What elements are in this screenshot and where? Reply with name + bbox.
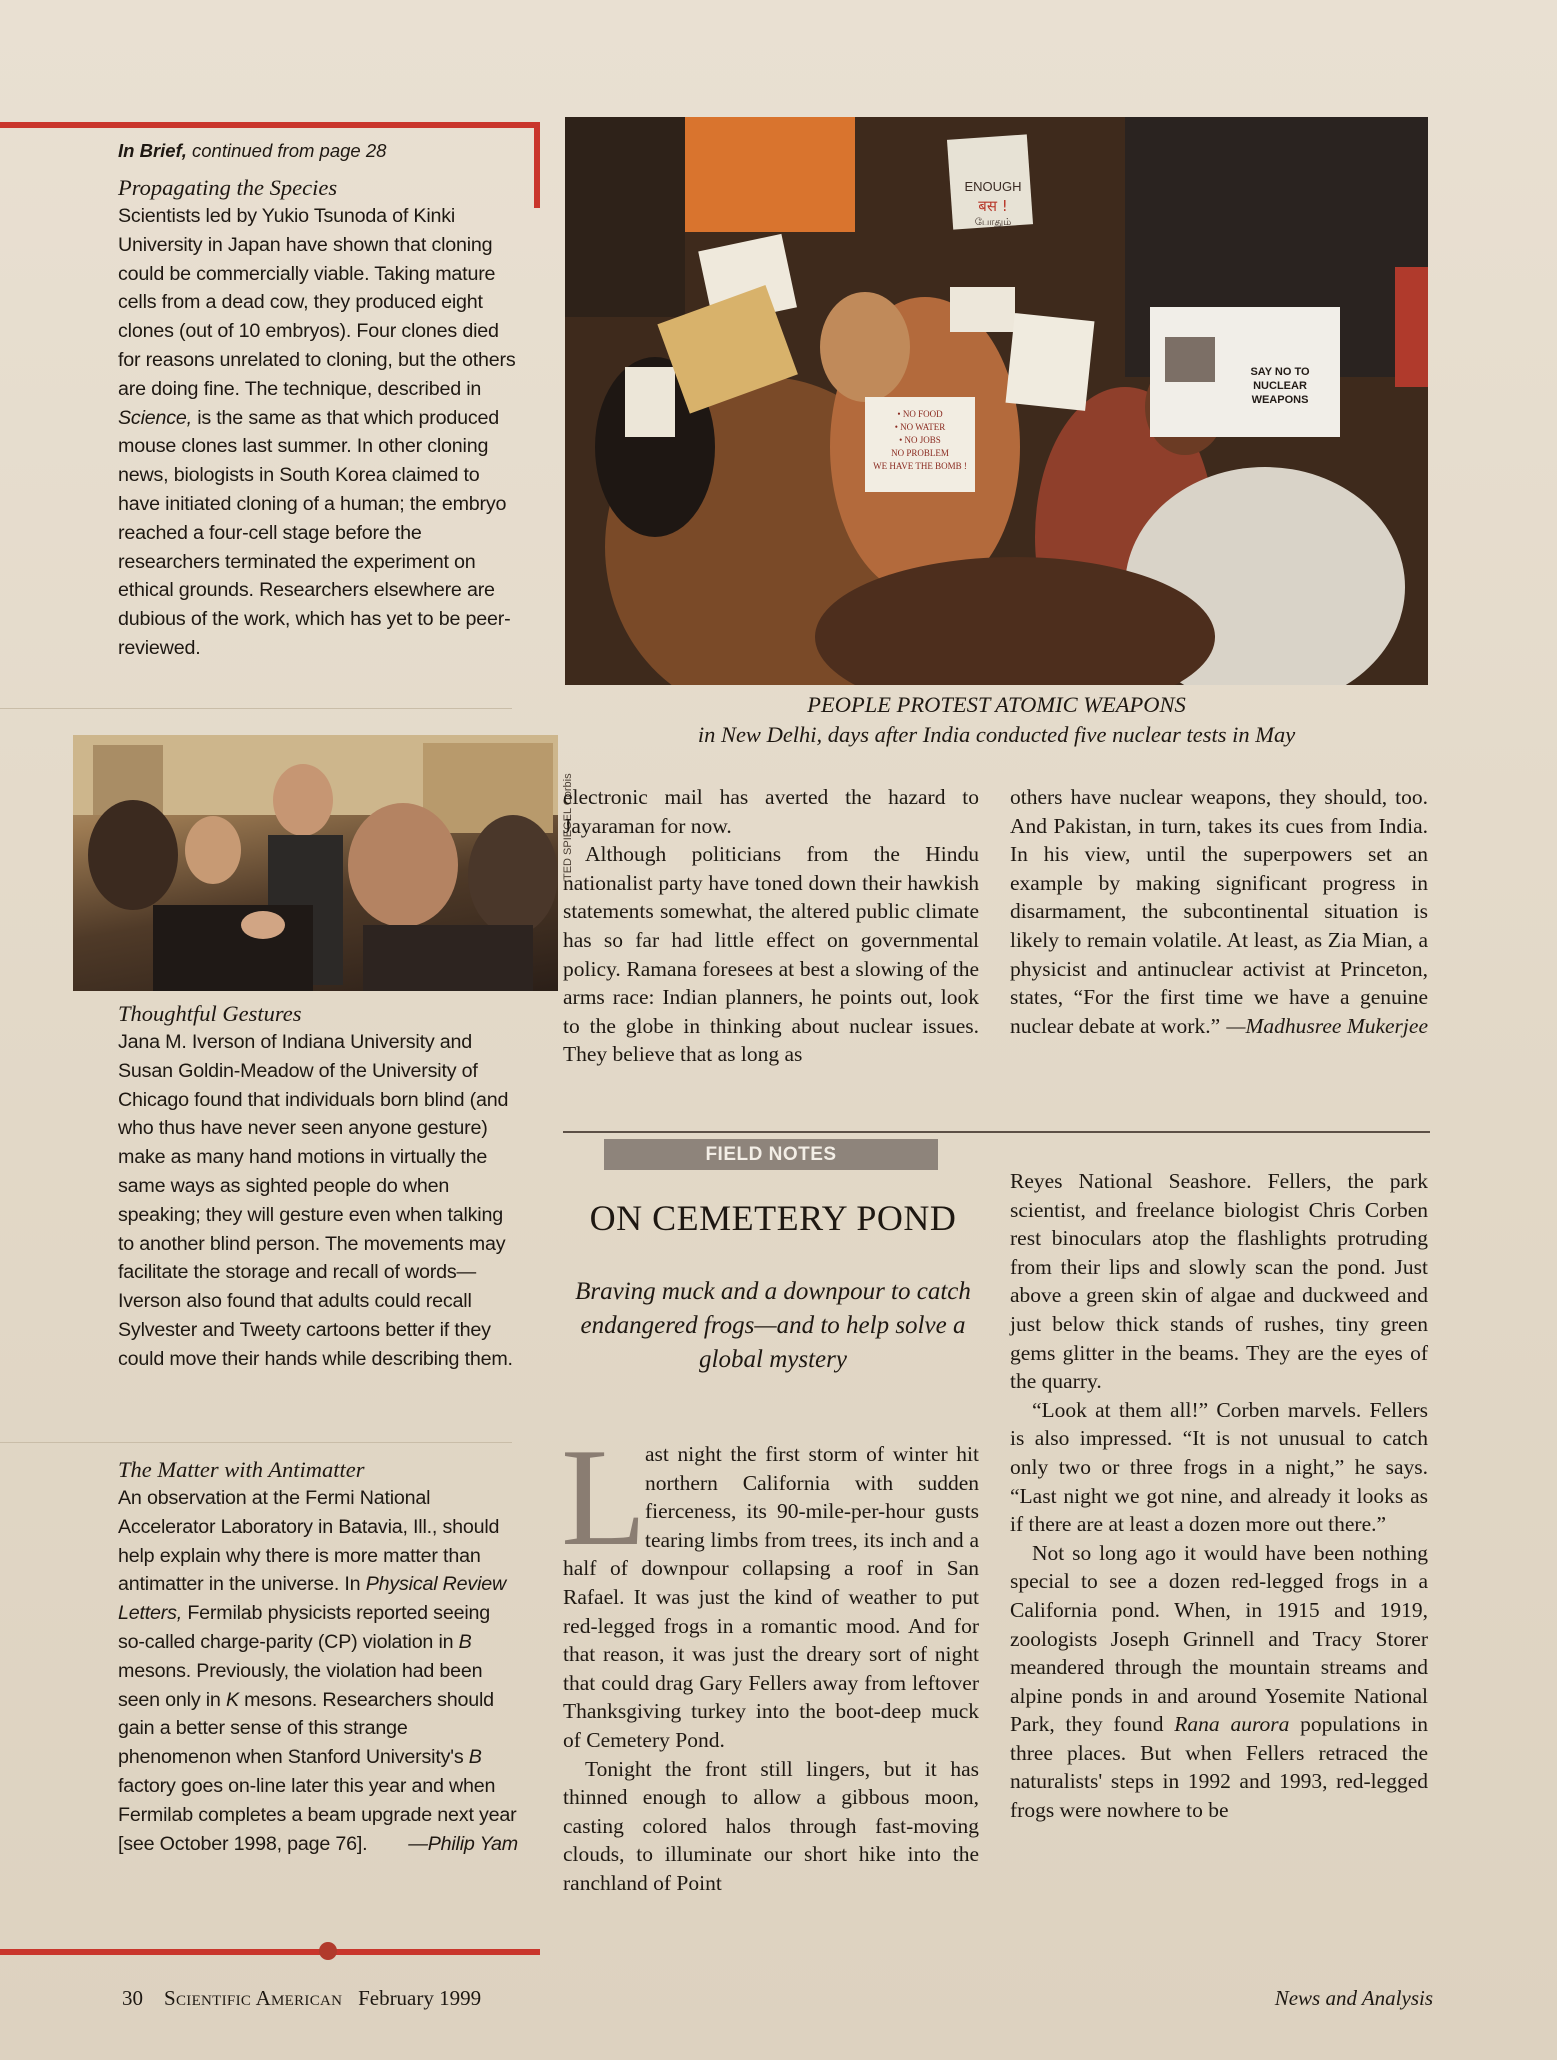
brief-item-cloning: [118, 174, 518, 663]
article-signature: —Madhusree Mukerjee: [1226, 1013, 1428, 1038]
brief-item-antimatter: [118, 1456, 518, 1858]
page-number: 30: [122, 1986, 143, 2010]
brief-item-body: Jana M. Iverson of Indiana University and Susan Goldin-Meadow of the University of Chicago found that individuals born blind (and who thus have never seen anyone gesture) make as many hand motions in virtually the same ways as sighted people do when speaking; they will gesture even when talking to another blind person. The movements may facilitate the storage and recall of words—Iverson also found that adults could recall Sylvester and Tweety cartoons better if they could move their hands while describing them.: [118, 1031, 513, 1370]
paragraph: others have nuclear weapons, they should, too. And Pakistan, in turn, takes its cues from India. In his view, until the superpowers set an example by making significant progress in disarmament, the subcontinental situation is likely to remain volatile. At least, as Zia Mian, a physicist and antinuclear activist at Princeton, states, “For the first time we have a genuine nuclear debate at work.” —Madhusree Mukerjee: [1010, 783, 1428, 1040]
paragraph: L ast night the first storm of winter hit northern California with sudden fierceness, its 90-mile-per-hour gusts tearing limbs from trees, its inch and a half of downpour collapsing a roof in San Rafael. It was just the kind of weather to put red-legged frogs in a romantic mood. And for that reason, it was just the dreary sort of night that could drag Gary Fellers away from leftover Thanksgiving turkey into the boot-deep muck of Cemetery Pond.: [561, 1420, 979, 1752]
sign-say-no-text: SAY NO TO NUCLEAR WEAPONS: [1250, 366, 1310, 406]
brief-item-body: An observation at the Fermi National Accelerator Laboratory in Batavia, Ill., should help explain why there is more matter than antimatter in the universe. In Physical Review Letters, Fermilab physicists reported seeing so-called charge-parity (CP) violation in B mesons. Previously, the violation had been seen only in K mesons. Researchers should gain a better sense of this strange phenomenon when Stanford University's B factory goes on-line later this year and when Fermilab completes a beam upgrade next year [see October 1998, page 76]. —Philip Yam: [118, 1484, 518, 1858]
section-name: News and Analysis: [1274, 1986, 1433, 2010]
brief-item-title: Thoughtful Gestures: [118, 1001, 302, 1026]
issue-date: February 1999: [358, 1986, 482, 2010]
brief-item-title: The Matter with Antimatter: [118, 1457, 365, 1482]
paragraph: Tonight the front still lingers, but it has thinned enough to allow a gibbous moon, casting colored halos through fast-moving clouds, to illuminate our short hike into the ranchland of Point: [563, 1756, 979, 1895]
sa-logo-mark: [319, 1942, 337, 1960]
top-article-column-1: [563, 783, 979, 1069]
photo-credit: TED SPIEGEL Corbis: [562, 773, 574, 880]
paragraph: Although politicians from the Hindu nationalist party have toned down their hawkish statements somewhat, the altered public climate has so far had little effect on governmental policy. Ramana foresees at best a slowing of the arms race: Indian planners, he points out, look to the globe in thinking about nuclear issues. They believe that as long as: [563, 842, 979, 1067]
left-column-top-rule-vertical: [534, 122, 540, 208]
left-divider: [0, 1442, 512, 1443]
magazine-name: Scientific American: [164, 1986, 343, 2010]
feature-column-1: [561, 1420, 979, 1898]
feature-dek: Braving muck and a downpour to catch endangered frogs—and to help solve a global mystery: [575, 1278, 971, 1373]
sign-no-food-text: • NO FOOD • NO WATER • NO JOBS NO PROBLEM WE HAVE THE BOMB !: [873, 409, 967, 471]
article-signature: —Philip Yam: [408, 1832, 518, 1855]
left-column-top-rule: [0, 122, 540, 128]
gestures-photo-art: [73, 735, 558, 991]
caption-line-2: in New Delhi, days after India conducted five nuclear tests in May: [697, 722, 1296, 747]
field-notes-banner: FIELD NOTES: [604, 1139, 938, 1170]
brief-item-gestures: [118, 1000, 518, 1374]
caption-line-1: PEOPLE PROTEST ATOMIC WEAPONS: [807, 692, 1186, 717]
in-brief-label: In Brief,: [118, 140, 187, 161]
sign-hindi-text: बस !: [978, 197, 1008, 215]
brief-item-title: Propagating the Species: [118, 175, 338, 200]
protest-photo-art: [565, 117, 1428, 685]
left-column-bottom-rule: [0, 1949, 540, 1955]
feature-title: ON CEMETERY POND: [589, 1198, 957, 1238]
top-article-column-2: [1010, 783, 1428, 1040]
paragraph: Not so long ago it would have been nothing special to see a dozen red-legged frogs in a California pond. When, in 1915 and 1919, zoologists Joseph Grinnell and Tracy Storer meandered through the mountain streams and alpine ponds in and around Yosemite National Park, they found Rana aurora populations in three places. But when Fellers retraced the naturalists' steps in 1992 and 1993, red-legged frogs were nowhere to be: [1010, 1540, 1428, 1823]
left-divider: [0, 708, 512, 709]
paragraph: “Look at them all!” Corben marvels. Fellers is also impressed. “It is not unusual to catch only two or three frogs in a night,” he says. “Last night we got nine, and already it looks as if there are at least a dozen more out there.”: [1010, 1397, 1428, 1537]
photo-caption: [565, 690, 1428, 750]
sign-enough-text: ENOUGH: [964, 179, 1022, 194]
paragraph: electronic mail has averted the hazard to Jayaraman for now.: [563, 785, 979, 838]
protest-photo: [565, 117, 1428, 685]
in-brief-header: [118, 140, 386, 162]
feature-column-2: [1010, 1167, 1428, 1825]
gestures-photo: [73, 735, 558, 991]
in-brief-continued: continued from page 28: [192, 140, 387, 161]
sign-tamil-text: போதும்: [974, 217, 1012, 228]
page-footer-left: [122, 1986, 481, 2011]
drop-cap: L: [561, 1420, 647, 1575]
paragraph: Reyes National Seashore. Fellers, the park scientist, and freelance biologist Chris Corben rest binoculars atop the flashlights protruding from their lips and slowly scan the pond. Just above a green skin of algae and duckweed and just below thick stands of rushes, tiny green gems glitter in the beams. They are the eyes of the quarry.: [1010, 1169, 1428, 1394]
section-rule: [563, 1131, 1430, 1133]
brief-item-body: Scientists led by Yukio Tsunoda of Kinki University in Japan have shown that cloning could be commercially viable. Taking mature cells from a dead cow, they produced eight clones (out of 10 embryos). Four clones died for reasons unrelated to cloning, but the others are doing fine. The technique, described in Science, is the same as that which produced mouse clones last summer. In other cloning news, biologists in South Korea claimed to have initiated cloning of a human; the embryo reached a four-cell stage before the researchers terminated the experiment on ethical grounds. Researchers elsewhere are dubious of the work, which has yet to be peer-reviewed.: [118, 205, 516, 659]
